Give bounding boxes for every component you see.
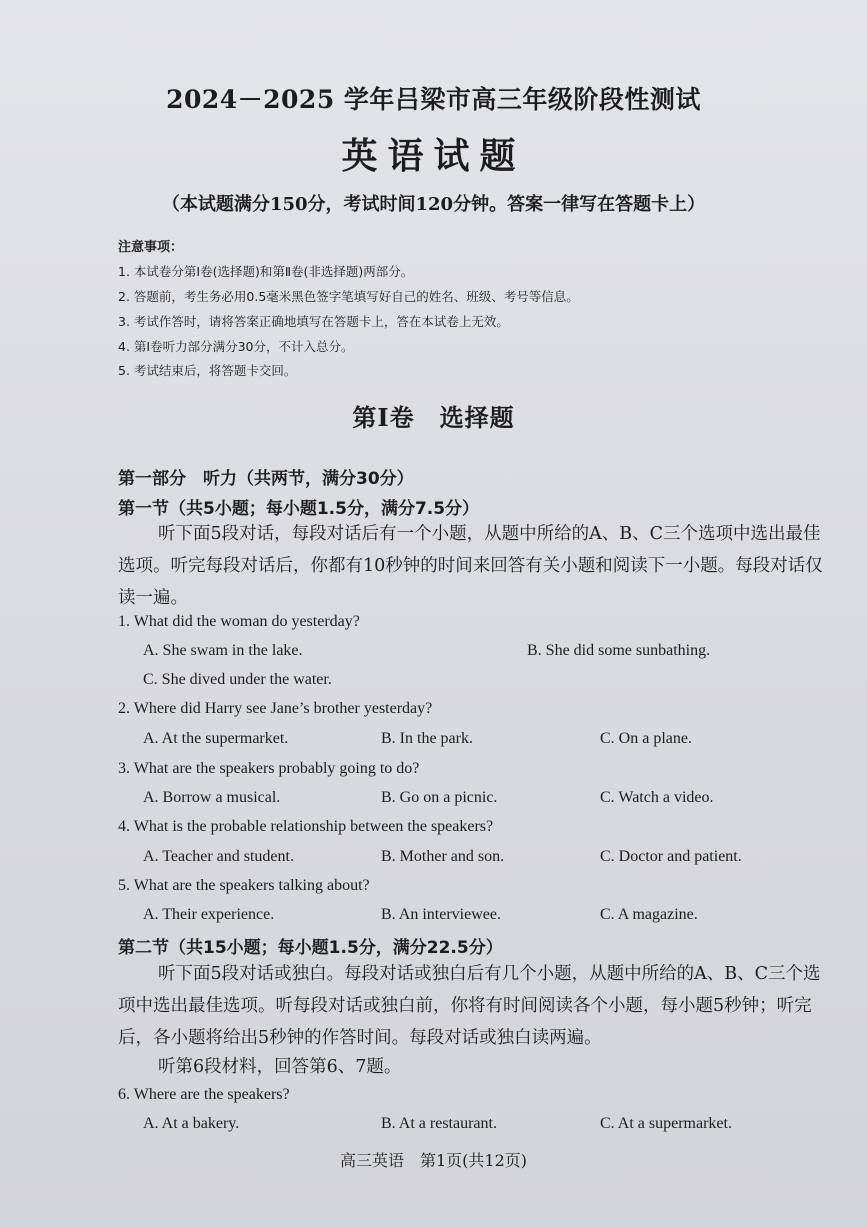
note-item: 1. 本试卷分第Ⅰ卷(选择题)和第Ⅱ卷(非选择题)两部分。 [118, 264, 414, 279]
q3-option-c: C. Watch a video. [600, 789, 714, 806]
question-5: 5. What are the speakers talking about? [118, 877, 370, 894]
q2-option-c: C. On a plane. [600, 730, 692, 747]
q2-option-a: A. At the supermarket. [143, 730, 289, 747]
question-4: 4. What is the probable relationship between the speakers? [118, 818, 494, 835]
section1-instructions [118, 518, 838, 614]
part1-heading: 第一部分 听力（共两节，满分30分） [118, 469, 414, 489]
question-1: 1. What did the woman do yesterday? [118, 613, 360, 630]
section2-instructions-text: 听下面5段对话或独白。每段对话或独白后有几个小题，从题中所给的A、B、C三个选项中选出最佳选项。听每段对话或独白前，你将有时间阅读各个小题，每小题5秒钟；听完后，各小题将给出5秒钟的作答时间。每段对话或独白读两遍。 [118, 964, 821, 1048]
note-item: 2. 答题前，考生务必用0.5毫米黑色签字笔填写好自己的姓名、班级、考号等信息。 [118, 289, 579, 304]
q5-option-c: C. A magazine. [600, 906, 698, 923]
section1-instructions-text: 听下面5段对话，每段对话后有一个小题，从题中所给的A、B、C三个选项中选出最佳选项。听完每段对话后，你都有10秒钟的时间来回答有关小题和阅读下一小题。每段对话仅读一遍。 [118, 524, 823, 608]
notes-heading: 注意事项： [118, 240, 184, 255]
note-item: 5. 考试结束后，将答题卡交回。 [118, 363, 297, 378]
section2-heading: 第二节（共15小题；每小题1.5分，满分22.5分） [118, 938, 503, 958]
note-item: 3. 考试作答时，请将答案正确地填写在答题卡上，答在本试卷上无效。 [118, 314, 509, 329]
material-note-text: 听第6段材料，回答第6、7题。 [158, 1057, 402, 1077]
q2-option-b: B. In the park. [381, 730, 473, 747]
volume-title: 第Ⅰ卷 选择题 [352, 403, 515, 432]
q4-option-b: B. Mother and son. [381, 848, 505, 865]
q3-option-a: A. Borrow a musical. [143, 789, 281, 806]
material-note [118, 1051, 838, 1083]
question-2: 2. Where did Harry see Jane’s brother yesterday? [118, 700, 433, 717]
exam-title: 2024－2025 学年吕梁市高三年级阶段性测试 [166, 85, 701, 114]
subject-title: 英语试题 [341, 135, 526, 177]
q5-option-a: A. Their experience. [143, 906, 275, 923]
q1-option-c: C. She dived under the water. [143, 671, 332, 688]
exam-subtitle: （本试题满分150分，考试时间120分钟。答案一律写在答题卡上） [161, 194, 706, 215]
q1-option-b: B. She did some sunbathing. [527, 642, 711, 659]
note-item: 4. 第Ⅰ卷听力部分满分30分，不计入总分。 [118, 339, 354, 354]
q6-option-b: B. At a restaurant. [381, 1115, 497, 1132]
q5-option-b: B. An interviewee. [381, 906, 501, 923]
q4-option-c: C. Doctor and patient. [600, 848, 742, 865]
question-6: 6. Where are the speakers? [118, 1086, 290, 1103]
section2-instructions [118, 958, 838, 1054]
question-3: 3. What are the speakers probably going to do? [118, 760, 420, 777]
page-footer: 高三英语 第1页(共12页) [339, 1151, 528, 1170]
section1-heading: 第一节（共5小题；每小题1.5分，满分7.5分） [118, 499, 480, 519]
q6-option-a: A. At a bakery. [143, 1115, 240, 1132]
q3-option-b: B. Go on a picnic. [381, 789, 498, 806]
q1-option-a: A. She swam in the lake. [143, 642, 303, 659]
q4-option-a: A. Teacher and student. [143, 848, 294, 865]
q6-option-c: C. At a supermarket. [600, 1115, 732, 1132]
